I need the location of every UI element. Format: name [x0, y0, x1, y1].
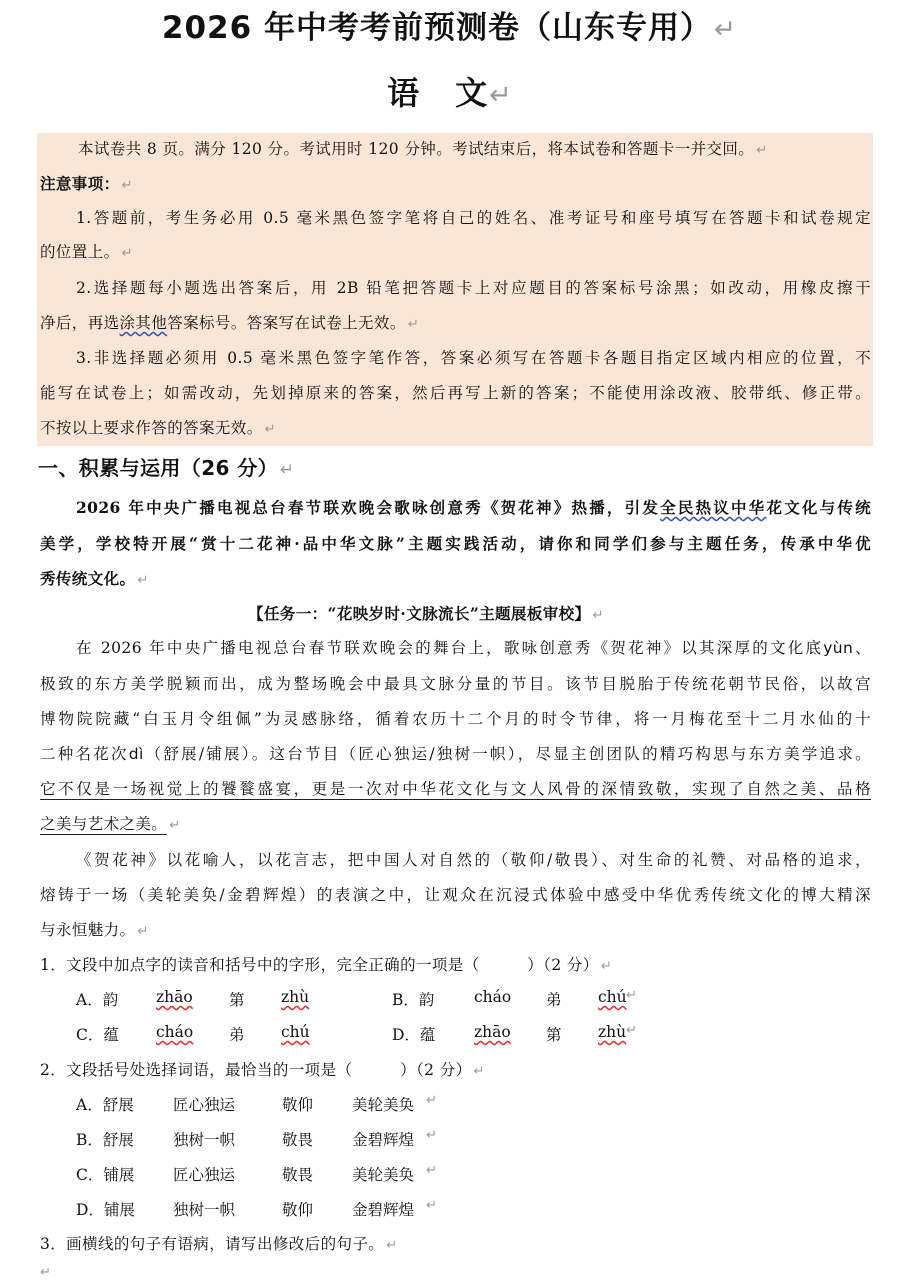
q1-option-c[interactable]: C．蕴 cháo 弟 chú [76, 1023, 310, 1044]
notice-intro: 本试卷共 8 页。满分 120 分。考试用时 120 分钟。考试结束后，将本试卷和答题卡一并交回。 ↵ [78, 140, 768, 158]
paragraph-mark: ↵ [40, 1265, 52, 1280]
section-intro-line-2: 美学，学校特开展“赏十二花神·品中华文脉”主题实践活动，请你和同学们参与主题任务，传承中华优 [40, 534, 871, 553]
task1-heading: 【任务一：“花映岁时·文脉流长”主题展板审校】 ↵ [248, 604, 604, 623]
section-heading: 一、积累与运用（26 分） ↵ [38, 456, 295, 480]
exam-title: 2026 年中考考前预测卷（山东专用）↵ [161, 10, 738, 46]
question-2: 2．文段括号处选择词语，最恰当的一项是（ ）（2 分） ↵ [40, 1061, 485, 1079]
q2-option-d[interactable]: D．铺展 独树一帜 敬仰 金碧辉煌 ↵ [76, 1198, 438, 1219]
notice-item-2-cont: 净后，再选涂其他答案标号。答案写在试卷上无效。 ↵ [40, 314, 420, 332]
notice-item-3-end: 不按以上要求作答的答案无效。 ↵ [40, 419, 277, 437]
passage-line-5-underlined: 它不仅是一场视觉上的饕餮盛宴，更是一次对中华花文化与文人风骨的深情致敬，实现了自然之美、品格 [40, 780, 871, 798]
notice-label: 注意事项： ↵ [40, 174, 133, 193]
passage2-line-2: 熔铸于一场（美轮美奂/金碧辉煌）的表演之中，让观众在沉浸式体验中感受中华优秀传统文化的博大精深 [40, 886, 871, 904]
passage2-line-3: 与永恒魅力。 ↵ [40, 921, 149, 939]
passage-line-2: 极致的东方美学脱颖而出，成为整场晚会中最具文脉分量的节目。该节目脱胎于传统花朝节民俗，以故宫 [40, 675, 871, 693]
subject-title: 语 文↵ [387, 74, 512, 112]
q1-option-d[interactable]: D．蕴 zhāo 第 zhù ↵ [392, 1023, 638, 1044]
question-1: 1．文段中加点字的读音和括号中的字形，完全正确的一项是（ ）（2 分） ↵ [40, 956, 613, 974]
notice-item-3: 3.非选择题必须用 0.5 毫米黑色签字笔作答，答案必须写在答题卡各题目指定区域内相应的位置，不 [76, 349, 871, 367]
q2-option-b[interactable]: B．舒展 独树一帜 敬畏 金碧辉煌 ↵ [76, 1128, 438, 1149]
passage-line-1: 在 2026 年中央广播电视总台春节联欢晚会的舞台上，歌咏创意秀《贺花神》以其深厚的文化底yùn、 [76, 639, 871, 657]
notice-item-1: 1.答题前，考生务必用 0.5 毫米黑色签字笔将自己的姓名、准考证号和座号填写在答题卡和试卷规定 [76, 209, 871, 227]
section-intro-line-1: 2026 年中央广播电视总台春节联欢晚会歌咏创意秀《贺花神》热播，引发全民热议中华花文化与传统 [76, 498, 871, 517]
passage-line-6-underlined: 之美与艺术之美。 ↵ [40, 815, 181, 833]
question-3: 3．画横线的句子有语病，请写出修改后的句子。 ↵ [40, 1235, 398, 1253]
q1-option-b[interactable]: B．韵 cháo 弟 chú ↵ [392, 988, 638, 1009]
passage-line-4: 二种名花次dì（舒展/铺展）。这台节目（匠心独运/独树一帜），尽显主创团队的精巧构思与东方美学追求。 [40, 745, 871, 763]
passage2-line-1: 《贺花神》以花喻人，以花言志，把中国人对自然的（敬仰/敬畏）、对生命的礼赞、对品格的追求， [76, 851, 871, 869]
q1-option-a[interactable]: A．韵 zhāo 第 zhù [76, 988, 310, 1009]
notice-item-2: 2.选择题每小题选出答案后，用 2B 铅笔把答题卡上对应题目的答案标号涂黑；如改动，用橡皮擦干 [76, 279, 871, 297]
notice-item-3-cont: 能写在试卷上；如需改动，先划掉原来的答案，然后再写上新的答案；不能使用涂改液、胶带纸、修正带。 [40, 384, 871, 402]
q2-option-a[interactable]: A．舒展 匠心独运 敬仰 美轮美奂 ↵ [76, 1093, 438, 1114]
notice-item-1-cont: 的位置上。 ↵ [40, 243, 133, 261]
section-intro-line-3: 秀传统文化。 ↵ [40, 569, 149, 588]
passage-line-3: 博物院院藏“白玉月令组佩”为灵感脉络，循着农历十二个月的时令节律，将一月梅花至十二月水仙的十 [40, 710, 871, 728]
q2-option-c[interactable]: C．铺展 匠心独运 敬畏 美轮美奂 ↵ [76, 1163, 438, 1184]
